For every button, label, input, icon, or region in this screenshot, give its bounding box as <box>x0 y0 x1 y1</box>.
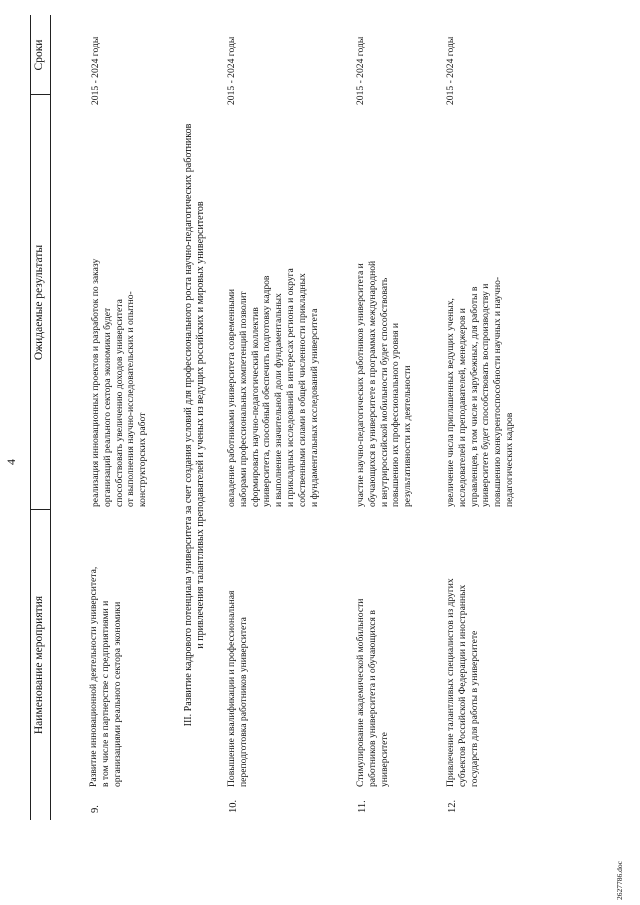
term: 2015 - 2024 годы <box>355 36 366 105</box>
footer-doc-code: 2627786.doc <box>615 861 624 900</box>
header-terms: Сроки <box>33 39 45 71</box>
row-number: 12. <box>447 799 458 813</box>
row-number: 9. <box>90 805 101 813</box>
term: 2015 - 2024 годы <box>445 36 456 105</box>
activity-name: Развитие инновационной деятельности университета, в том числе в партнерстве с предприятиями и организациями реального сектора экономики <box>88 566 123 787</box>
section-title: III. Развитие кадрового потенциала университета за счет создания условий для профессионального роста научно-педагогических работников и привлечения талантливых преподавателей и ученых из ведущих российских и мировых университетов <box>183 123 206 727</box>
term: 2015 - 2024 годы <box>90 36 101 105</box>
header-results: Ожидаемые результаты <box>33 244 45 361</box>
expected-result: овладение работниками университета современными наборами профессиональных компетенций позволит сформировать научно-педагогический коллектив университета, способный обеспечить подготовку кадров и выполнение значительной доли фундаментальных и прикладных исследований в интересах региона и округа собственными силами в общей численности прикладных и фундаментальных исследований университета <box>226 268 320 507</box>
activity-name: Привлечение талантливых специалистов из других субъектов Российской Федерации и иностранных государств для работы в университете <box>445 578 480 787</box>
expected-result: реализация инновационных проектов и разработок по заказу организаций реального сектора экономики будет способствовать увеличению доходов университета от выполнения научно-исследовательских и опытно- конструкторских работ <box>90 258 149 507</box>
page-number: 4 <box>4 459 18 465</box>
header-bottom-border <box>50 15 51 820</box>
header-name: Наименование мероприятия <box>33 595 45 735</box>
activity-name: Повышение квалификации и профессиональная переподготовка работников университета <box>226 590 249 787</box>
row-number: 10. <box>228 799 239 813</box>
table-top-border <box>30 15 31 820</box>
expected-result: увеличение числа приглашенных ведущих ученых, исследователей и преподавателей, менеджеров и управленцев, в том числе и зарубежных, для работы в университете будет способствовать воспроизводству и повышению конкурентоспособности научных и научно- педагогических кадров <box>445 276 515 507</box>
activity-name: Стимулирование академической мобильности работников университета и обучающихся в университете <box>355 598 390 787</box>
expected-result: участие научно-педагогических работников университета и обучающихся в университете в программах международной и внутрироссийской мобильности будет способствовать повышению их профессионального уровня и результативности их деятельности <box>355 260 414 507</box>
row-number: 11. <box>357 800 368 813</box>
term: 2015 - 2024 годы <box>226 36 237 105</box>
